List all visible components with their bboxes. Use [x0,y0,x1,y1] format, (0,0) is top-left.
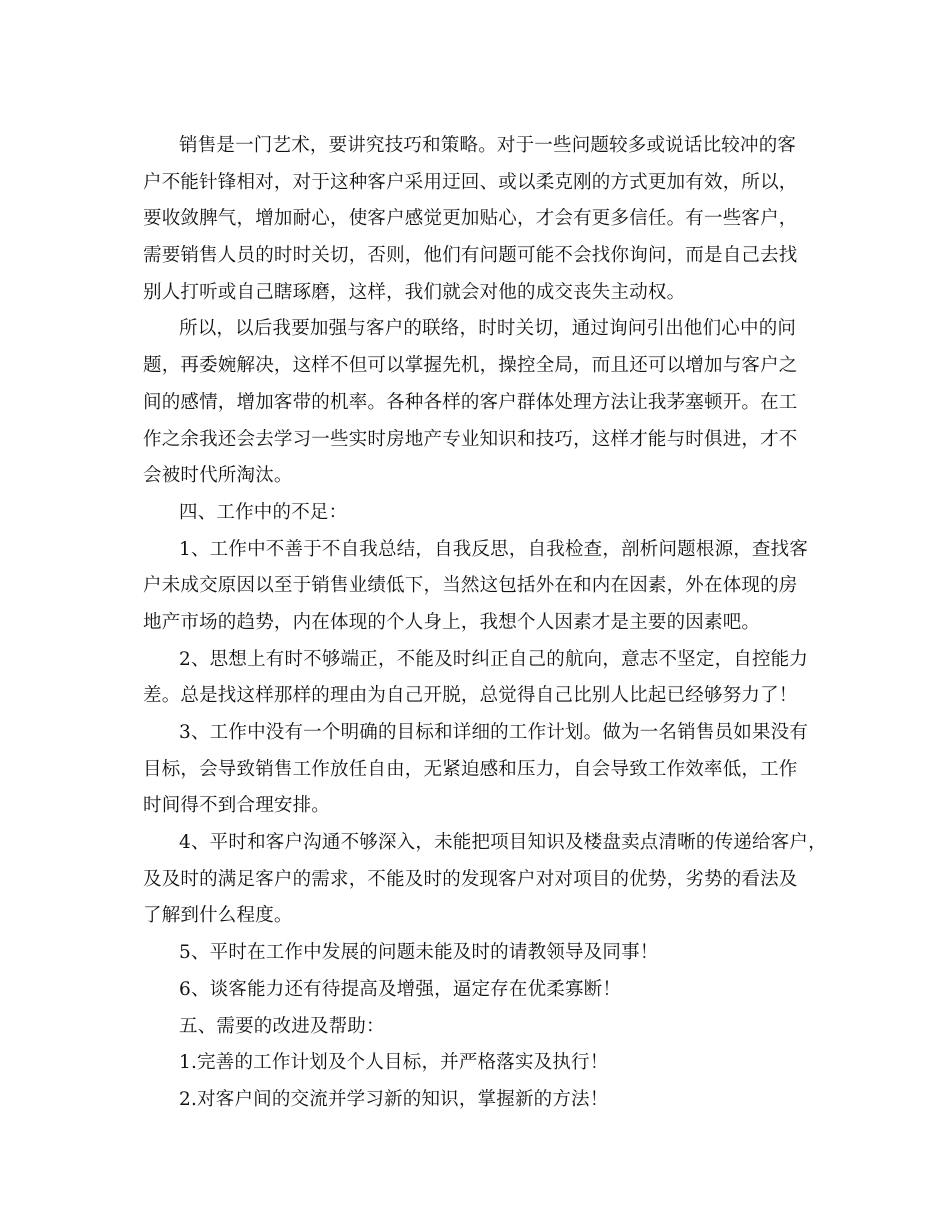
text-line: 4、平时和客户沟通不够深入，未能把项目知识及楼盘卖点清晰的传递给客户， [179,832,827,854]
text-line: 2、思想上有时不够端正，不能及时纠正自己的航向，意志不坚定，自控能力 [179,648,809,670]
text-line: 差。总是找这样那样的理由为自己开脱，总觉得自己比别人比起已经够努力了！ [143,685,798,707]
text-line: 时间得不到合理安排。 [143,795,331,817]
text-line: 及及时的满足客户的需求，不能及时的发现客户对对项目的优势，劣势的看法及 [143,868,798,890]
section-heading: 四、工作中的不足： [179,501,348,523]
text-line: 会被时代所淘汰。 [143,465,293,487]
document-body [143,128,827,1119]
text-line: 1.完善的工作计划及个人目标，并严格落实及执行！ [179,1052,609,1074]
text-line: 所以，以后我要加强与客户的联络，时时关切，通过询问引出他们心中的问 [179,318,797,340]
text-line: 题，再委婉解决，这样不但可以掌握先机，操控全局，而且还可以增加与客户之 [143,355,798,377]
text-line: 地产市场的趋势，内在体现的个人身上，我想个人因素才是主要的因素吧。 [143,611,761,633]
text-line: 需要销售人员的时时关切，否则，他们有问题可能不会找你询问，而是自己去找 [143,245,798,267]
text-line: 6、谈客能力还有待提高及增强，逼定存在优柔寡断！ [179,978,622,1000]
text-line: 间的感情，增加客带的机率。各种各样的客户群体处理方法让我茅塞顿开。在工 [143,391,798,413]
text-line: 户不能针锋相对，对于这种客户采用迂回、或以柔克刚的方式更加有效，所以， [143,171,798,193]
text-line: 别人打听或自己瞎琢磨，这样，我们就会对他的成交丧失主动权。 [143,281,686,303]
text-line: 2.对客户间的交流并学习新的知识，掌握新的方法！ [179,1088,609,1110]
text-line: 目标，会导致销售工作放任自由，无紧迫感和压力，自会导致工作效率低，工作 [143,758,798,780]
text-line: 1、工作中不善于不自我总结，自我反思，自我检查，剖析问题根源，查找客 [179,538,809,560]
section-heading: 五、需要的改进及帮助： [179,1015,385,1037]
text-line: 作之余我还会去学习一些实时房地产专业知识和技巧，这样才能与时俱进，才不 [143,428,798,450]
text-line: 要收敛脾气，增加耐心，使客户感觉更加贴心，才会有更多信任。有一些客户， [143,208,798,230]
text-line: 5、平时在工作中发展的问题未能及时的请教领导及同事！ [179,942,659,964]
text-line: 了解到什么程度。 [143,905,293,927]
text-line: 户未成交原因以至于销售业绩低下，当然这包括外在和内在因素，外在体现的房 [143,575,798,597]
text-line: 销售是一门艺术，要讲究技巧和策略。对于一些问题较多或说话比较冲的客 [179,135,797,156]
text-line: 3、工作中没有一个明确的目标和详细的工作计划。做为一名销售员如果没有 [179,722,809,743]
